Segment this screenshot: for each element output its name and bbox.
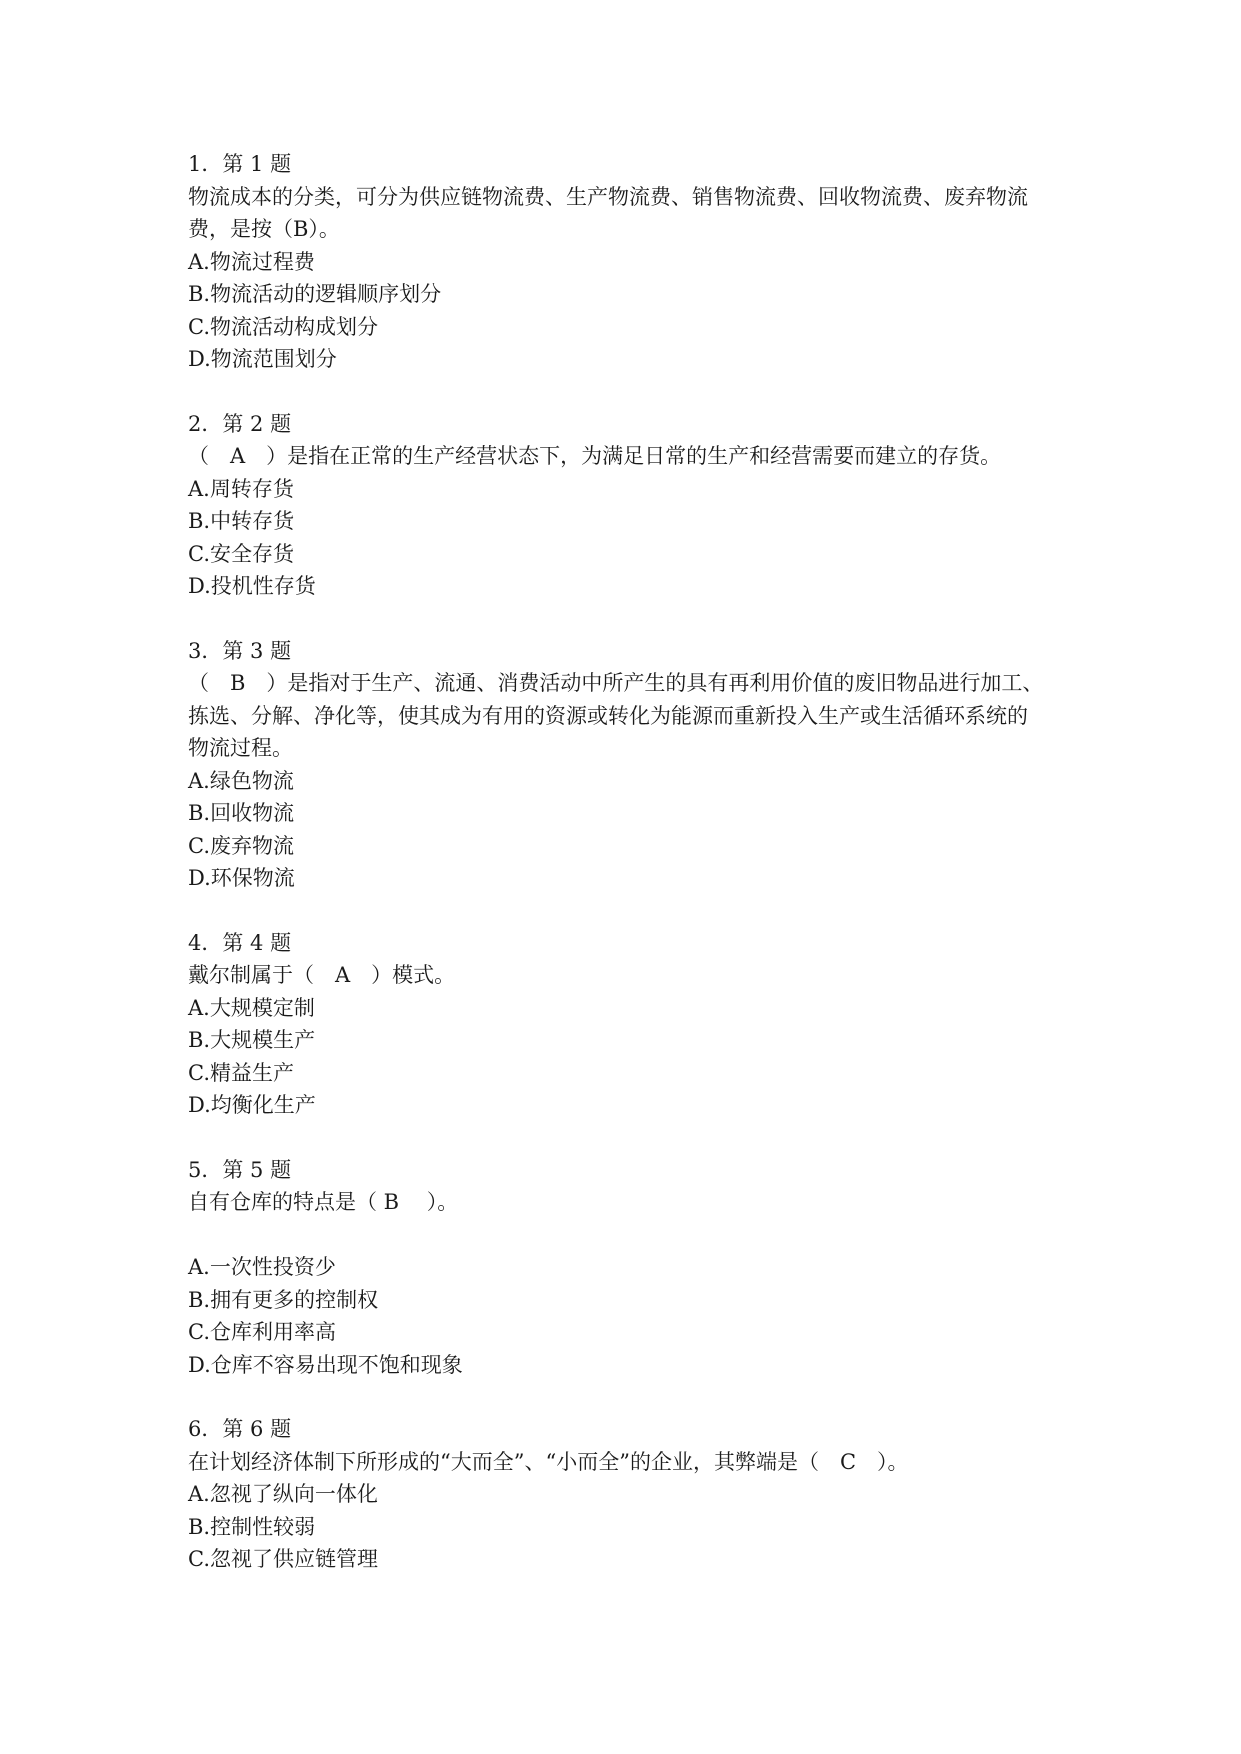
answer-option: A.绿色物流	[188, 768, 294, 793]
question-heading: 6．第 6 题	[188, 1417, 292, 1441]
blank-line	[188, 1219, 1068, 1252]
answer-option: D.物流范围划分	[188, 347, 337, 371]
question-block	[188, 1413, 1068, 1576]
question-block	[188, 408, 1068, 603]
question-block	[188, 927, 1068, 1122]
answer-option: B.中转存货	[188, 509, 295, 533]
exam-page	[188, 148, 1068, 1608]
question-block	[188, 635, 1068, 895]
answer-option: D.环保物流	[188, 866, 295, 890]
question-heading: 3．第 3 题	[188, 638, 292, 663]
answer-option: D.均衡化生产	[188, 1093, 316, 1117]
question-stem: （ B ）是指对于生产、流通、消费活动中所产生的具有再利用价值的废旧物品进行加工、	[188, 671, 1044, 695]
answer-option: D.投机性存货	[188, 574, 316, 598]
question-stem: 在计划经济体制下所形成的“大而全”、“小而全”的企业，其弊端是（ C ）。	[188, 1449, 909, 1474]
question-stem: 拣选、分解、净化等，使其成为有用的资源或转化为能源而重新投入生产或生活循环系统的	[188, 703, 1028, 728]
question-block	[188, 148, 1068, 376]
answer-option: B.拥有更多的控制权	[188, 1287, 379, 1312]
answer-option: C.仓库利用率高	[188, 1320, 336, 1344]
answer-option: A.物流过程费	[188, 249, 315, 274]
question-block	[188, 1154, 1068, 1382]
answer-option: C.精益生产	[188, 1060, 294, 1085]
answer-option: B.回收物流	[188, 801, 295, 825]
answer-option: C.废弃物流	[188, 833, 294, 858]
question-stem: 物流过程。	[188, 736, 293, 760]
answer-option: B.物流活动的逻辑顺序划分	[188, 282, 442, 306]
answer-option: B.大规模生产	[188, 1028, 316, 1052]
answer-option: A.一次性投资少	[188, 1255, 336, 1279]
answer-option: B.控制性较弱	[188, 1514, 316, 1539]
answer-option: C.物流活动构成划分	[188, 314, 378, 339]
answer-option: A.周转存货	[188, 476, 294, 501]
answer-option: C.安全存货	[188, 541, 294, 566]
question-stem: 戴尔制属于（ A ）模式。	[188, 963, 456, 987]
question-heading: 2．第 2 题	[188, 411, 292, 436]
question-stem: 自有仓库的特点是（ B ）。	[188, 1190, 459, 1214]
question-stem: 物流成本的分类，可分为供应链物流费、生产物流费、销售物流费、回收物流费、废弃物流	[188, 184, 1028, 209]
answer-option: A.大规模定制	[188, 995, 315, 1020]
question-heading: 4．第 4 题	[188, 930, 292, 955]
question-stem: 费，是按（B）。	[188, 217, 340, 241]
answer-option: C.忽视了供应链管理	[188, 1547, 378, 1571]
question-heading: 1．第 1 题	[188, 152, 292, 176]
question-heading: 5．第 5 题	[188, 1157, 292, 1182]
answer-option: D.仓库不容易出现不饱和现象	[188, 1352, 463, 1377]
answer-option: A.忽视了纵向一体化	[188, 1482, 378, 1506]
question-stem: （ A ）是指在正常的生产经营状态下，为满足日常的生产和经营需要而建立的存货。	[188, 444, 1002, 468]
